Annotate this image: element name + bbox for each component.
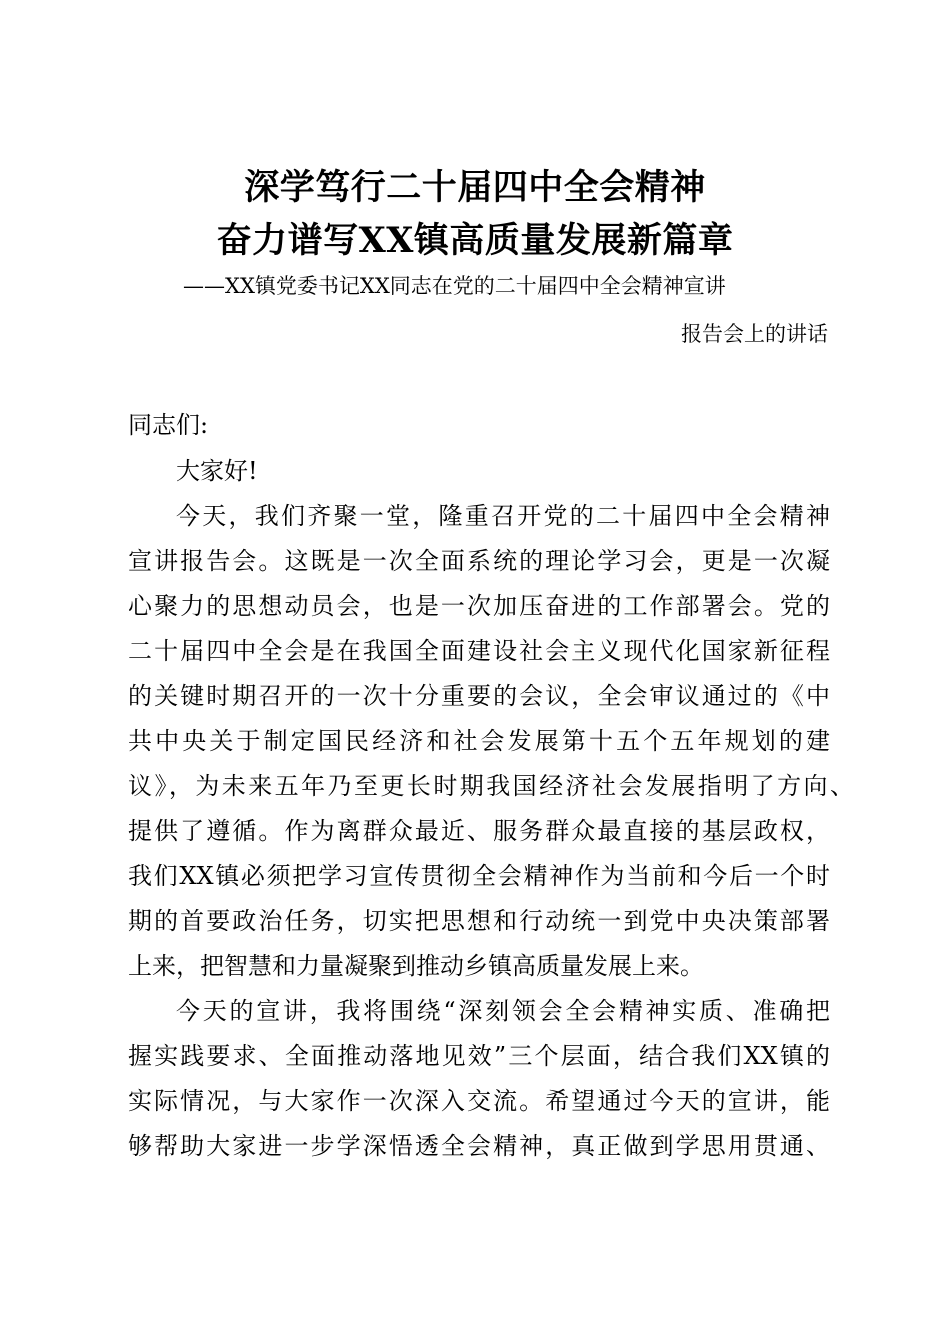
body-line: 提供了遵循。作为离群众最近、服务群众最直接的基层政权， [128,817,830,845]
body-line: 议》，为未来五年乃至更长时期我国经济社会发展指明了方向、 [128,772,854,800]
body-line: 心聚力的思想动员会，也是一次加压奋进的工作部署会。党的 [128,592,830,620]
subtitle-line-1: ——XX镇党委书记XX同志在党的二十届四中全会精神宣讲 [183,274,726,298]
title-line-1: 深学笃行二十届四中全会精神 [244,167,706,208]
body-line: 的关键时期召开的一次十分重要的会议，全会审议通过的《中 [128,682,830,710]
body-line: 今天的宣讲，我将围绕“深刻领会全会精神实质、准确把 [176,997,830,1025]
salutation: 同志们: [128,411,209,439]
body-line: 宣讲报告会。这既是一次全面系统的理论学习会，更是一次凝 [128,547,830,575]
body-line: 期的首要政治任务，切实把思想和行动统一到党中央决策部署 [128,907,830,935]
body-line: 上来，把智慧和力量凝聚到推动乡镇高质量发展上来。 [128,952,704,980]
body-line: 今天，我们齐聚一堂，隆重召开党的二十届四中全会精神 [176,502,830,530]
body-line: 够帮助大家进一步学深悟透全会精神，真正做到学思用贯通、 [128,1132,830,1160]
title-line-2: 奋力谱写XX镇高质量发展新篇章 [216,220,734,261]
body-line: 二十届四中全会是在我国全面建设社会主义现代化国家新征程 [128,637,830,665]
body-line: 我们XX镇必须把学习宣传贯彻全会精神作为当前和今后一个时 [128,862,830,890]
greeting: 大家好! [176,457,258,485]
subtitle-line-2: 报告会上的讲话 [681,322,828,346]
body-line: 共中央关于制定国民经济和社会发展第十五个五年规划的建 [128,727,830,755]
body-line: 实际情况，与大家作一次深入交流。希望通过今天的宣讲，能 [128,1087,830,1115]
body-line: 握实践要求、全面推动落地见效”三个层面，结合我们XX镇的 [128,1042,830,1070]
